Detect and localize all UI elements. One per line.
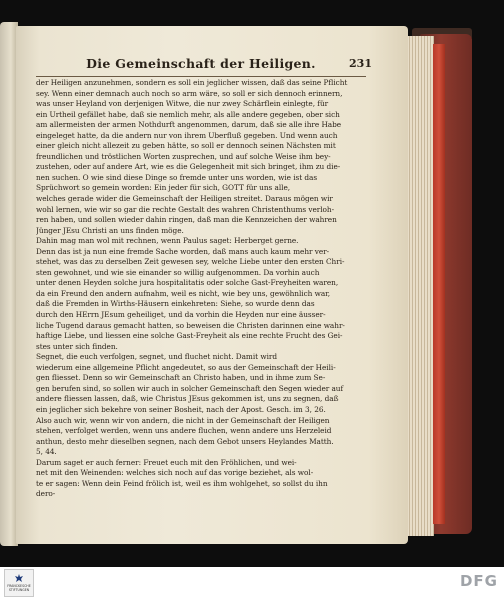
text-line: Darum saget er auch ferner: Freuet euch mit den Fröhlichen, und wei-	[36, 457, 297, 467]
text-line: 5, 44.	[36, 447, 57, 457]
book-page	[16, 26, 408, 544]
text-line: stehet, was das zu derselben Zeit gewesen sey, welche Liebe unter den ersten Chri-	[36, 257, 345, 267]
text-line: der Heiligen anzunehmen, sondern es soll ein jeglicher wissen, daß das seine Pflicht	[36, 78, 348, 87]
text-line: Sprüchwort so gemein worden: Ein jeder für sich, GOTT für uns alle,	[36, 183, 291, 193]
text-line: zustehen, oder auf andere Art, wie es die Gelegenheit mit sich bringet, ihm zu die-	[36, 162, 341, 172]
text-line: nen suchen. O wie sind diese Dinge so fremde unter uns worden, wie ist das	[36, 172, 318, 182]
text-line: haftige Liebe, und liessen eine solche Gast-Freyheit als eine rechte Frucht des Gei-	[36, 331, 343, 341]
text-line: sey. Wenn einer demnach auch noch so arm wäre, so soll er sich dennoch erinnern,	[36, 88, 343, 98]
franckesche-stiftungen-logo[interactable]	[4, 569, 34, 597]
text-line: gen fliesset. Denn so wir Gemeinschaft an Christo haben, und in ihme zum Se-	[36, 373, 326, 383]
text-line: andere fliessen lassen, daß, wie Christus JEsus gekommen ist, uns zu segnen, daß	[36, 394, 339, 404]
text-line: wohl lernen, wie wir so gar die rechte Gestalt des wahren Christenthums verloh-	[36, 204, 335, 214]
text-line: net mit den Weinenden: welches sich noch auf das vorige beziehet, als wol-	[36, 468, 314, 478]
text-line: Jünger JEsu Christi an uns finden möge.	[36, 225, 184, 235]
text-line: liche Tugend daraus gemacht hatten, so beweisen die Christen darinnen eine wahr-	[36, 320, 345, 330]
text-line: stehen, verfolget werden, wenn uns andere fluchen, wenn andere uns Herzeleid	[36, 426, 332, 436]
body-text	[36, 78, 368, 500]
text-line: wiederum eine allgemeine Pflicht angedeutet, so aus der Gemeinschaft der Heili-	[36, 362, 336, 372]
text-line: ein Urtheil gefället habe, daß sie nemlich mehr, als alle andere gegeben, ober sich	[36, 109, 340, 119]
text-line: am allermeisten der armen Nothdurft angenommen, darum, daß sie alle ihre Habe	[36, 120, 342, 130]
text-line: dero-	[36, 489, 56, 499]
running-head: Die Gemeinschaft der Heiligen.	[86, 56, 316, 71]
logo-caption: FRANCKESCHE STIFTUNGEN	[7, 584, 31, 592]
text-line: Denn das ist ja nun eine fremde Sache worden, daß mans auch kaum mehr ver-	[36, 246, 330, 256]
text-line: unter denen Heyden solche jura hospitalitatis oder solche Gast-Freyheiten waren,	[36, 278, 339, 288]
dfg-logo[interactable]: DFG	[459, 572, 498, 590]
text-line: welches gerade wider die Gemeinschaft der Heiligen streitet. Daraus mögen wir	[36, 194, 333, 204]
text-line: anthun, desto mehr dieselben segnen, nach dem Gebot unsers Heylandes Matth.	[36, 436, 334, 446]
page-block-edge	[404, 36, 434, 536]
text-line: daß die Fremden in Wirths-Häusern einkehreten: Siehe, so wurde denn das	[36, 299, 315, 309]
text-line: durch den HErrn JEsum geheiliget, und da vorhin die Heyden nur eine äusser-	[36, 310, 326, 320]
text-line: te er sagen: Wenn dein Feind frölich ist, weil es ihm wohlgehet, so sollst du ihn	[36, 478, 328, 488]
red-page-edge	[433, 44, 445, 524]
text-line: Also auch wir, wenn wir von andern, die nicht in der Gemeinschaft der Heiligen	[36, 415, 330, 425]
text-line: gen berufen sind, so sollen wir auch in solcher Gemeinschaft den Segen wieder auf	[36, 383, 344, 393]
text-line: eingeleget hatte, da die andern nur von ihrem Uberfluß gegeben. Und wenn auch	[36, 130, 338, 140]
text-line: Segnet, die euch verfolgen, segnet, und fluchet nicht. Damit wird	[36, 352, 277, 362]
text-line: stes unter sich finden.	[36, 341, 118, 351]
text-line: Dahin mag man wol mit rechnen, wenn Paulus saget: Herberget gerne.	[36, 236, 299, 246]
text-line: ein jeglicher sich bekehre von seiner Bosheit, nach der Apost. Gesch. im 3, 26.	[36, 404, 326, 414]
text-line: freundlichen und tröstlichen Worten zusprechen, und auf solche Weise ihm bey-	[36, 151, 331, 161]
page-number: 231	[349, 57, 372, 70]
page-header	[36, 56, 372, 77]
text-line: da ein Freund den andern aufnahm, weil es nicht, wie bey uns, gewöhnlich war,	[36, 288, 331, 298]
viewer-footer	[0, 567, 504, 597]
text-line: ren haben, und sollen wieder dahin ringen, daß man die Kennzeichen der wahren	[36, 215, 337, 225]
text-line: was unser Heyland von derjenigen Witwe, die nur zwey Schärflein einlegte, für	[36, 99, 329, 109]
text-line: einer gleich nicht allezeit zu geben hätte, so soll er dennoch seinen Nächsten mit	[36, 141, 336, 151]
eagle-icon	[14, 573, 24, 583]
text-line: sten gewohnet, und wie sie einander so willig aufgenommen. Da vorhin auch	[36, 267, 320, 277]
